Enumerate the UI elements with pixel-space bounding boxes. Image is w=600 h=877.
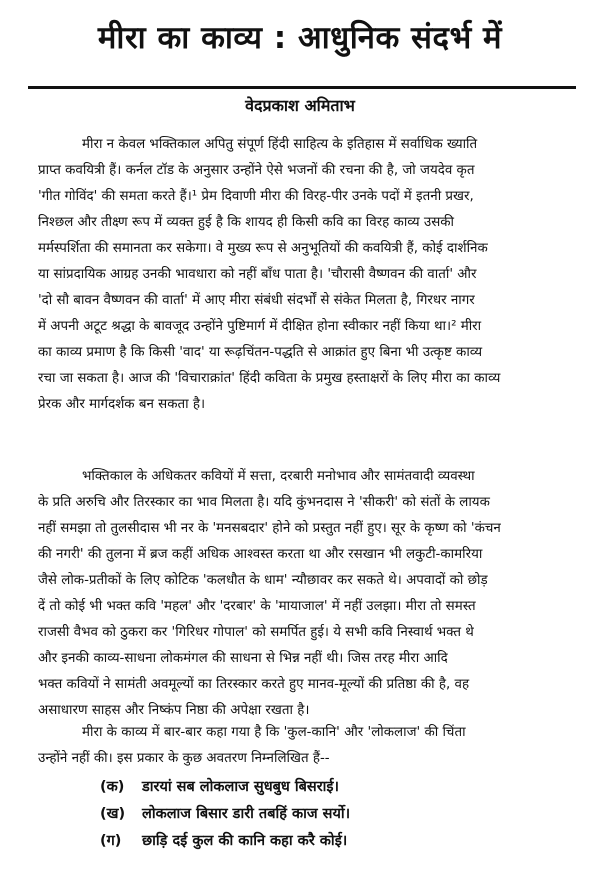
title-divider — [28, 86, 576, 89]
paragraph — [38, 132, 568, 418]
verse-text: डारयां सब लोकलाज सुधबुध बिसराई। — [142, 779, 340, 795]
verse-line — [100, 828, 347, 854]
text-line: जैसे लोक-प्रतीकों के लिए कोटिक 'कलधौत के धाम' न्यौछावर कर सकते थे। अपवादों को छोड़ — [38, 573, 488, 588]
text-line: निश्छल और तीक्ष्ण रूप में व्यक्त हुई है कि शायद ही किसी कवि का विरह काव्य उसकी — [38, 215, 455, 230]
verse-line — [100, 774, 339, 800]
text-line: भक्तिकाल के अधिकतर कवियों में सत्ता, दरबारी मनोभाव और सामंतवादी व्यवस्था — [82, 469, 475, 484]
text-line: का काव्य प्रमाण है कि किसी 'वाद' या रूढ़चिंतन-पद्धति से आक्रांत हुए बिना भी उत्कृष्ट काव्य — [38, 345, 483, 360]
text-line: दें तो कोई भी भक्त कवि 'महल' और 'दरबार' के 'मायाजाल' में नहीं उलझा। मीरा तो समस्त — [38, 599, 476, 614]
verse-text: लोकलाज बिसार डारी तबहिं काज सर्यो। — [142, 806, 351, 822]
author-name: वेदप्रकाश अमिताभ — [245, 96, 355, 115]
paragraph — [38, 720, 568, 772]
text-line: मीरा के काव्य में बार-बार कहा गया है कि 'कुल-कानि' और 'लोकलाज' की चिंता — [82, 725, 466, 740]
text-line: में अपनी अटूट श्रद्धा के बावजूद उन्होंने पुष्टिमार्ग में दीक्षित होना स्वीकार नहीं किया था।² मीरा — [38, 319, 482, 334]
text-line: के प्रति अरुचि और तिरस्कार का भाव मिलता है। यदि कुंभनदास ने 'सीकरी' को संतों के लायक — [38, 495, 490, 510]
text-line: या सांप्रदायिक आग्रह उनकी भावधारा को नहीं बाँध पाता है। 'चौरासी वैष्णवन की वार्ता' और — [38, 267, 477, 282]
verse-label: (ख) — [100, 806, 126, 822]
text-line: असाधारण साहस और निष्कंप निष्ठा की अपेक्षा रखता है। — [38, 703, 310, 718]
verse-text: छाड़ि दई कुल की कानि कहा करै कोई। — [142, 833, 348, 849]
text-line: नहीं समझा तो तुलसीदास भी नर के 'मनसबदार' होने को प्रस्तुत नहीं हुए। सूर के कृष्ण को 'कंचन — [38, 521, 501, 536]
paragraph — [38, 464, 568, 724]
text-line: और इनकी काव्य-साधना लोकमंगल की साधना से भिन्न नहीं थी। जिस तरह मीरा आदि — [38, 651, 448, 666]
text-line: रचा जा सकता है। आज की 'विचाराक्रांत' हिंदी कविता के प्रमुख हस्ताक्षरों के लिए मीरा का काव्य — [38, 371, 501, 386]
text-line: मीरा न केवल भक्तिकाल अपितु संपूर्ण हिंदी साहित्य के इतिहास में सर्वाधिक ख्याति — [82, 137, 478, 152]
page-title: मीरा का काव्य : आधुनिक संदर्भ में — [97, 20, 503, 56]
verse-label: (ग) — [100, 833, 122, 849]
text-line: भक्त कवियों ने सामंती अवमूल्यों का तिरस्कार करते हुए मानव-मूल्यों की प्रतिष्ठा की है, वह — [38, 677, 470, 692]
verse-label: (क) — [100, 779, 125, 795]
text-line: की नगरी' की तुलना में ब्रज कहीं अधिक आश्वस्त करता था और रसखान भी लकुटी-कामरिया — [38, 547, 483, 562]
text-line: 'दो सौ बावन वैष्णवन की वार्ता' में आए मीरा संबंधी संदर्भों से संकेत मिलता है, गिरधर नागर — [38, 293, 475, 308]
text-line: मर्मस्पर्शिता की समानता कर सकेगा। वे मुख्य रूप से अनुभूतियों की कवयित्री हैं, कोई दार्शनिक — [38, 241, 488, 256]
text-line: प्राप्त कवयित्री हैं। कर्नल टॉड के अनुसार उन्होंने ऐसे भजनों की रचना की है, जो जयदेव कृत — [38, 163, 475, 178]
text-line: राजसी वैभव को ठुकरा कर 'गिरिधर गोपाल' को समर्पित हुई। ये सभी कवि निस्वार्थ भक्त थे — [38, 625, 474, 640]
text-line: प्रेरक और मार्गदर्शक बन सकता है। — [38, 397, 206, 412]
verse-line — [100, 801, 350, 827]
text-line: 'गीत गोविंद' की समता करते हैं।¹ प्रेम दिवाणी मीरा की विरह-पीर उनके पदों में इतनी प्रखर, — [38, 189, 474, 204]
text-line: उन्होंने नहीं की। इस प्रकार के कुछ अवतरण निम्नलिखित हैं-- — [38, 751, 330, 766]
